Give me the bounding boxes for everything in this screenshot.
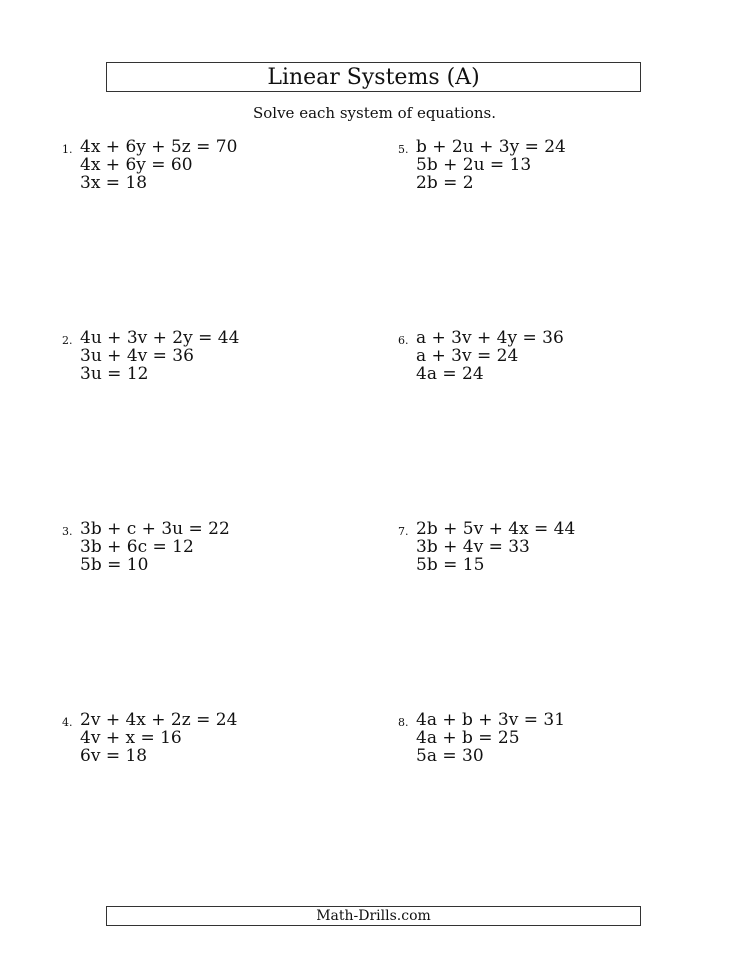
footer-text: Math-Drills.com	[316, 908, 431, 924]
equation: 4x + 6y = 60	[80, 155, 193, 175]
problem-number: 7.	[398, 525, 409, 538]
footer-box	[106, 906, 641, 926]
equation-list	[416, 329, 564, 383]
problem-number: 8.	[398, 716, 409, 729]
equation: 4a + b + 3v = 31	[416, 710, 566, 730]
equation: 3x = 18	[80, 173, 148, 193]
equation-list	[416, 711, 565, 765]
equation: 2b = 2	[416, 173, 474, 193]
equation: 5b = 10	[80, 555, 149, 575]
equation-list	[416, 138, 566, 192]
equation: 2v + 4x + 2z = 24	[80, 710, 238, 730]
equation: 3u = 12	[80, 364, 149, 384]
equation-list	[416, 520, 575, 574]
equation: 4v + x = 16	[80, 728, 182, 748]
equation: b + 2u + 3y = 24	[416, 137, 566, 157]
worksheet-title-box	[106, 62, 641, 92]
equation: 3b + 6c = 12	[80, 537, 194, 557]
problem-number: 1.	[62, 143, 73, 156]
equation: 3b + 4v = 33	[416, 537, 530, 557]
problem-number: 2.	[62, 334, 73, 347]
equation: 4u + 3v + 2y = 44	[80, 328, 240, 348]
equation: 2b + 5v + 4x = 44	[416, 519, 576, 539]
equation: 6v = 18	[80, 746, 148, 766]
worksheet-title: Linear Systems (A)	[267, 64, 480, 90]
problem-number: 5.	[398, 143, 409, 156]
equation-list	[80, 329, 239, 383]
equation-list	[80, 138, 237, 192]
equation: 4a + b = 25	[416, 728, 520, 748]
equation: 3b + c + 3u = 22	[80, 519, 230, 539]
equation: 4x + 6y + 5z = 70	[80, 137, 238, 157]
equation: a + 3v + 4y = 36	[416, 328, 564, 348]
equation: 3u + 4v = 36	[80, 346, 194, 366]
problem-number: 6.	[398, 334, 409, 347]
equation-list	[80, 711, 237, 765]
equation: 4a = 24	[416, 364, 484, 384]
equation: a + 3v = 24	[416, 346, 519, 366]
equation: 5b = 15	[416, 555, 485, 575]
equation: 5b + 2u = 13	[416, 155, 532, 175]
equation: 5a = 30	[416, 746, 484, 766]
problem-number: 3.	[62, 525, 73, 538]
problem-number: 4.	[62, 716, 73, 729]
equation-list	[80, 520, 230, 574]
instructions: Solve each system of equations.	[252, 104, 497, 122]
